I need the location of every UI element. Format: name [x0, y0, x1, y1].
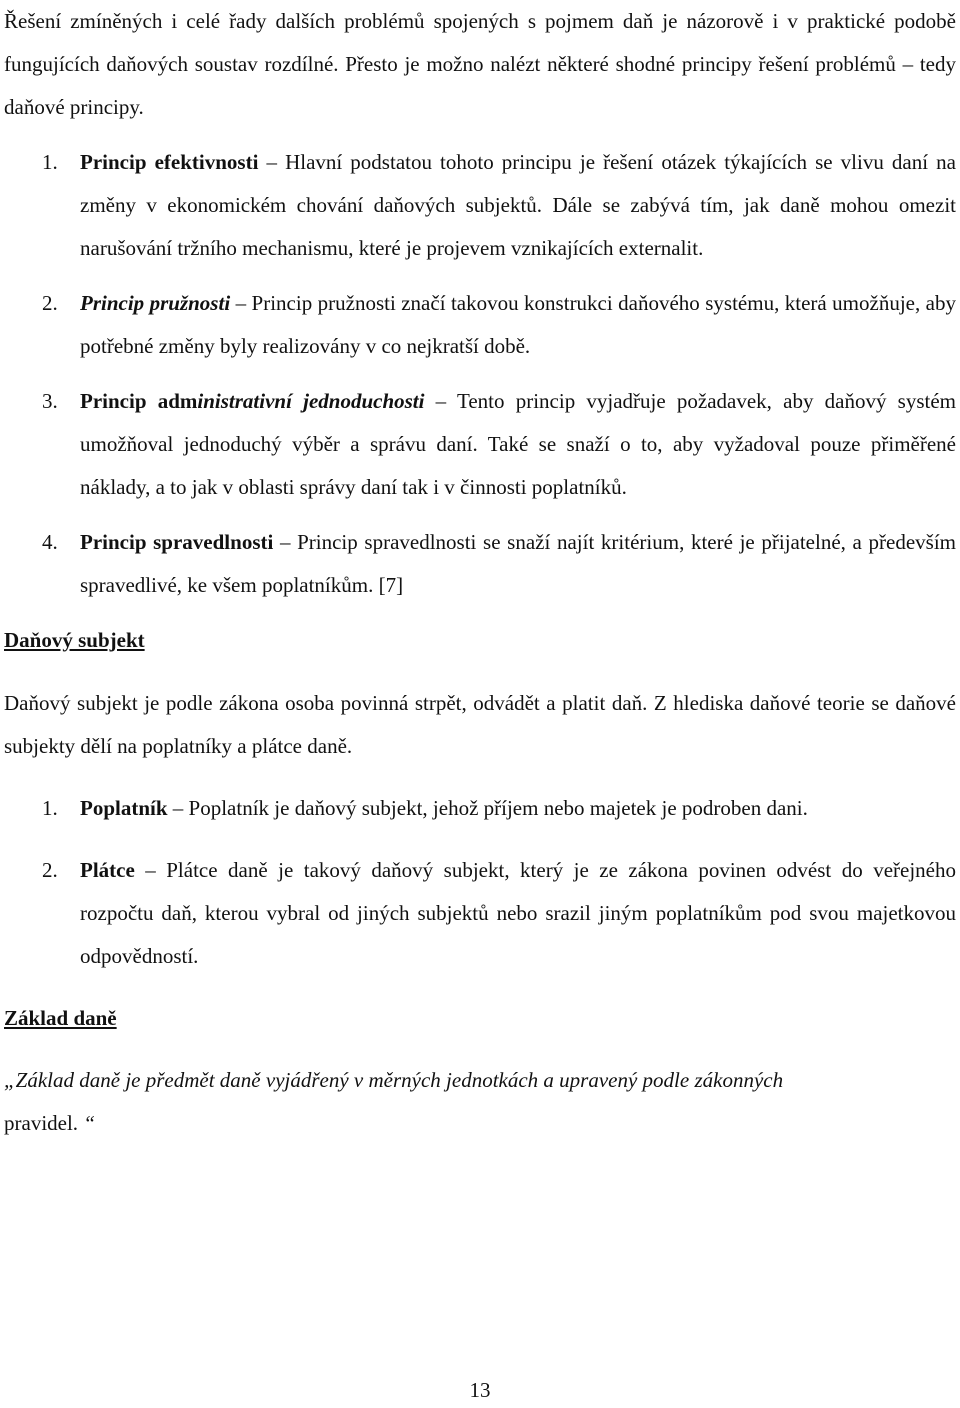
- subject-platce: 2. Plátce – Plátce daně je takový daňový subjekt, který je ze zákona povinen odvést do veřejného rozpočtu daň, kterou vybral od jiných subjektů nebo srazil jiným poplatníkům pod svou majetkovou odpovědností.: [42, 858, 956, 968]
- subject-poplatnik: 1. Poplatník – Poplatník je daňový subjekt, jehož příjem nebo majetek je podroben dani.: [42, 796, 808, 820]
- subject-paragraph: Daňový subjekt je podle zákona osoba povinná strpět, odvádět a platit daň. Z hlediska daňové teorie se daňové subjekty dělí na poplatníky a plátce daně.: [4, 691, 956, 758]
- subjects-list: [4, 787, 956, 978]
- intro-paragraph: Řešení zmíněných i celé řady dalších problémů spojených s pojmem daň je názorově i v praktické podobě fungujících daňových soustav rozdílné. Přesto je možno nalézt některé shodné principy řešení problémů – tedy daňové principy.: [4, 9, 956, 119]
- principle-efektivnosti: 1. Princip efektivnosti – Hlavní podstatou tohoto principu je řešení otázek týkajících se vlivu daní na změny v ekonomickém chování daňových subjektů. Dále se zabývá tím, jak daně mohou omezit narušování tržního mechanismu, které je projevem vznikajících externalit.: [42, 150, 956, 260]
- principle-spravedlnosti: 4. Princip spravedlnosti – Princip spravedlnosti se snaží najít kritérium, které je přijatelné, a především spravedlivé, ke všem poplatníkům. [7]: [42, 530, 956, 597]
- document-page: [4, 0, 956, 1145]
- base-quote: „Základ daně je předmět daně vyjádřený v měrných jednotkách a upravený podle zákonných pravidel. “: [4, 1068, 784, 1135]
- principle-pruznosti: 2. Princip pružnosti – Princip pružnosti značí takovou konstrukci daňového systému, která umožňuje, aby potřebné změny byly realizovány v co nejkratší době.: [42, 291, 956, 358]
- term: Poplatník: [80, 796, 168, 820]
- heading-danovy-subjekt: Daňový subjekt: [4, 628, 145, 652]
- term-italic: inistrativní jednoduchosti: [197, 389, 425, 413]
- principle-administrativni-jednoduchosti: 3. Princip administrativní jednoduchosti – Tento princip vyjadřuje požadavek, aby daňový systém umožňoval jednoduchý výběr a správu daní. Také se snaží o to, aby vyžadoval pouze přiměřené náklady, a to jak v oblasti správy daní tak i v činnosti poplatníků.: [42, 389, 957, 499]
- page-number: 13: [469, 1378, 491, 1402]
- term: Princip pružnosti: [80, 291, 231, 315]
- term: Princip adm: [80, 389, 198, 413]
- term: Plátce: [80, 858, 135, 882]
- term: Princip efektivnosti: [80, 150, 259, 174]
- principles-list: [4, 141, 956, 607]
- heading-zaklad-dane: Základ daně: [4, 1006, 117, 1030]
- term: Princip spravedlnosti: [80, 530, 274, 554]
